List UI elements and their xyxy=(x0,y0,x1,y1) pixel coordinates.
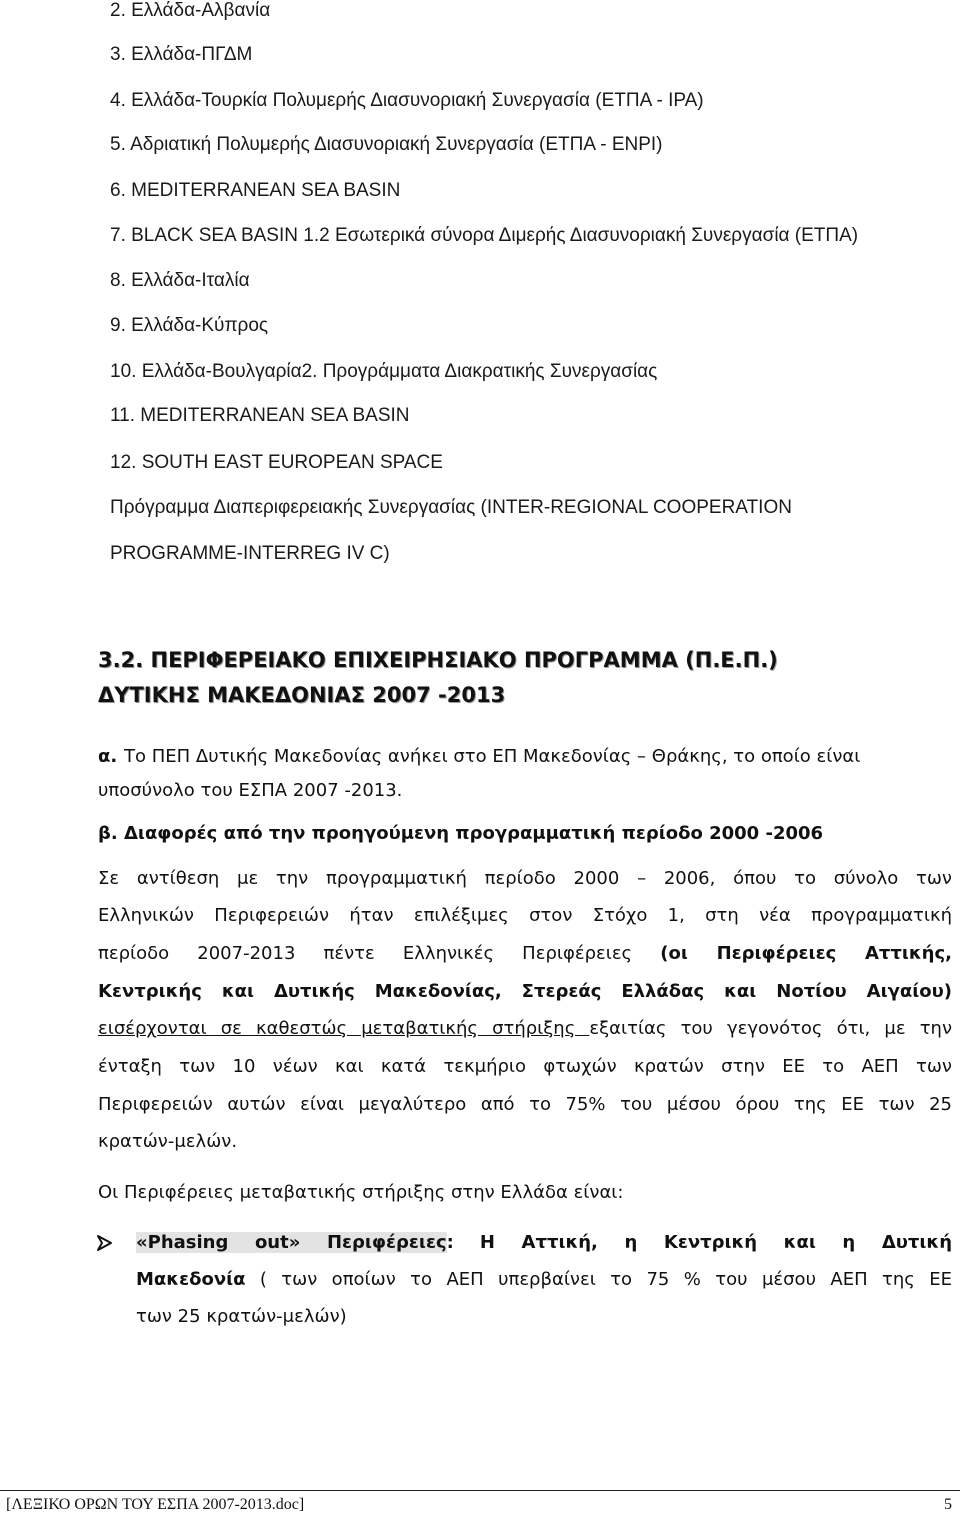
text-span: ( των οποίων το ΑΕΠ υπερβαίνει το 75 % του μέσου ΑΕΠ της ΕΕ xyxy=(245,1269,952,1290)
bullet-line xyxy=(136,1232,952,1254)
bold-text-span: Μακεδονία xyxy=(136,1269,246,1290)
list-item: 7. BLACK SEA BASIN 1.2 Εσωτερικά σύνορα Διμερής Διασυνοριακή Συνεργασία (ΕΤΠΑ) xyxy=(110,225,859,246)
footer-divider xyxy=(0,1490,960,1491)
paragraph-line xyxy=(98,1018,952,1040)
paragraph-line xyxy=(98,943,952,965)
point-b-title: Διαφορές από την προηγούμενη προγραμματική περίοδο 2000 -2006 xyxy=(124,823,824,844)
list-item: PROGRAMME-INTERREG IV C) xyxy=(110,543,390,564)
paragraph-line: ένταξη των 10 νέων και κατά τεκμήριο φτωχών κρατών στην ΕΕ το ΑΕΠ των xyxy=(98,1056,952,1077)
list-item: Πρόγραμμα Διαπεριφερειακής Συνεργασίας (INTER-REGIONAL COOPERATION xyxy=(110,497,792,518)
highlighted-label: «Phasing out» Περιφέρειες xyxy=(136,1232,447,1253)
bullet-line xyxy=(136,1269,952,1291)
list-item: 6. MEDITERRANEAN SEA BASIN xyxy=(110,180,401,201)
underlined-text-span: εισέρχονται σε καθεστώς μεταβατικής στήριξης xyxy=(98,1018,590,1039)
paragraph-line: Οι Περιφέρειες μεταβατικής στήριξης στην Ελλάδα είναι: xyxy=(98,1182,624,1203)
point-b-label: β. xyxy=(98,823,118,844)
bullet-line: των 25 κρατών-μελών) xyxy=(136,1306,347,1327)
point-a-line: Το ΠΕΠ Δυτικής Μακεδονίας ανήκει στο ΕΠ Μακεδονίας – Θράκης, το οποίο είναι xyxy=(124,746,861,767)
list-item: 8. Ελλάδα-Ιταλία xyxy=(110,270,250,291)
list-item: 11. MEDITERRANEAN SEA BASIN xyxy=(110,405,410,426)
paragraph-line: κρατών-μελών. xyxy=(98,1131,238,1152)
paragraph-line: Περιφερειών αυτών είναι μεγαλύτερο από το 75% του μέσου όρου της ΕΕ των 25 xyxy=(98,1094,952,1115)
point-a-marker xyxy=(98,746,117,768)
text-span: περίοδο 2007-2013 πέντε Ελληνικές Περιφέρειες xyxy=(98,943,661,964)
page-number: 5 xyxy=(944,1496,952,1513)
point-a-line: υποσύνολο του ΕΣΠΑ 2007 -2013. xyxy=(98,780,403,801)
paragraph-line: Κεντρικής και Δυτικής Μακεδονίας, Στερεάς Ελλάδας και Νοτίου Αιγαίου) xyxy=(98,981,952,1002)
label-colon: : xyxy=(446,1232,454,1253)
list-item: 12. SOUTH EAST EUROPEAN SPACE xyxy=(110,452,443,473)
section-heading: 3.2. ΠΕΡΙΦΕΡΕΙΑΚΟ ΕΠΙΧΕΙΡΗΣΙΑΚΟ ΠΡΟΓΡΑΜΜΑ (Π.Ε.Π.) xyxy=(98,648,778,672)
paragraph-line: Σε αντίθεση με την προγραμματική περίοδο 2000 – 2006, όπου το σύνολο των xyxy=(98,868,952,889)
section-heading-subtitle: ΔΥΤΙΚΗΣ ΜΑΚΕΔΟΝΙΑΣ 2007 -2013 xyxy=(98,683,506,707)
list-item: 3. Ελλάδα-ΠΓΔΜ xyxy=(110,44,253,65)
list-item: 10. Ελλάδα-Βουλγαρία2. Προγράμματα Διακρατικής Συνεργασίας xyxy=(110,361,658,382)
list-item: 4. Ελλάδα-Τουρκία Πολυμερής Διασυνοριακή Συνεργασία (ΕΤΠΑ - IPA) xyxy=(110,90,704,111)
footer-doc-name: [ΛΕΞΙΚΟ ΟΡΩΝ ΤΟΥ ΕΣΠΑ 2007-2013.doc] xyxy=(6,1496,305,1513)
text-span: εξαιτίας του γεγονότος ότι, με την xyxy=(589,1018,952,1039)
arrowhead-bullet-icon xyxy=(96,1234,114,1252)
list-item: 2. Ελλάδα-Αλβανία xyxy=(110,0,271,21)
paragraph-line: Ελληνικών Περιφερειών ήταν επιλέξιμες στον Στόχο 1, στη νέα προγραμματική xyxy=(98,905,952,926)
point-a-label: α. xyxy=(98,746,118,767)
list-item: 9. Ελλάδα-Κύπρος xyxy=(110,315,269,336)
bold-text-span: Η Αττική, η Κεντρική και η Δυτική xyxy=(479,1232,953,1253)
list-item: 5. Αδριατική Πολυμερής Διασυνοριακή Συνεργασία (ΕΤΠΑ - ΕΝPI) xyxy=(110,134,663,155)
bold-text-span: (οι Περιφέρειες Αττικής, xyxy=(660,943,952,964)
